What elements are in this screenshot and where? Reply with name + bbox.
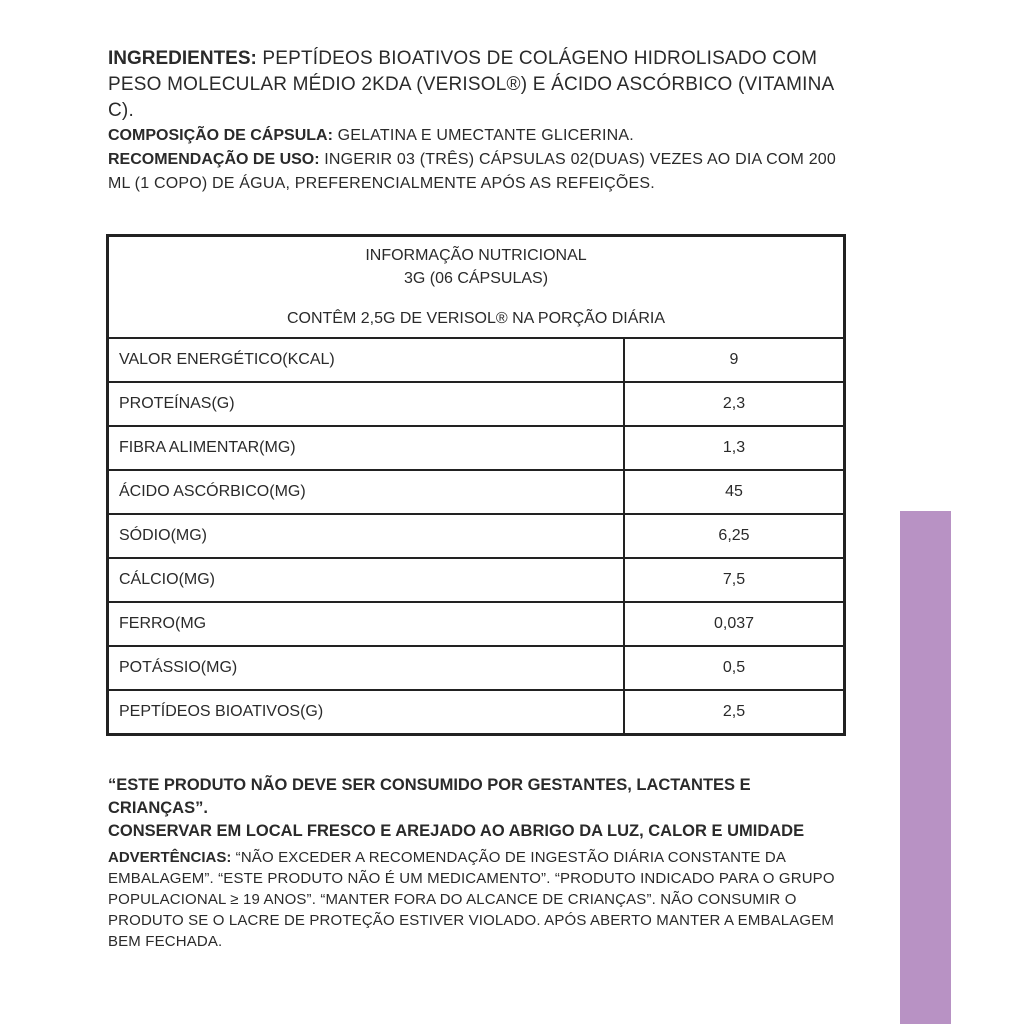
nutrient-name: PEPTÍDEOS BIOATIVOS(G)	[108, 690, 625, 735]
nutrition-row	[108, 558, 845, 602]
nutrient-name: ÁCIDO ASCÓRBICO(MG)	[108, 470, 625, 514]
nutrition-portion: 3G (06 CÁPSULAS)	[403, 270, 549, 287]
capsule-composition-text: GELATINA E UMECTANTE GLICERINA.	[337, 127, 634, 144]
nutrient-value: 9	[624, 338, 845, 382]
nutrition-row	[108, 646, 845, 690]
nutrient-value: 2,5	[624, 690, 845, 735]
ingredients-label: INGREDIENTES:	[108, 48, 257, 69]
nutrition-row	[108, 382, 845, 426]
nutrient-value: 6,25	[624, 514, 845, 558]
usage-recommendation-paragraph	[108, 148, 848, 196]
nutrient-name: FIBRA ALIMENTAR(MG)	[108, 426, 625, 470]
nutrition-header-row	[108, 236, 845, 339]
ingredients-text: PEPTÍDEOS BIOATIVOS DE COLÁGENO HIDROLISADO COM PESO MOLECULAR MÉDIO 2KDA (VERISOL®) E ÁCIDO ASCÓRBICO (VITAMINA C).	[108, 48, 834, 121]
nutrition-row	[108, 690, 845, 735]
nutrient-value: 0,037	[624, 602, 845, 646]
nutrition-header	[108, 236, 845, 339]
nutrition-row	[108, 338, 845, 382]
usage-recommendation-label: RECOMENDAÇÃO DE USO:	[108, 151, 320, 168]
nutrition-row	[108, 426, 845, 470]
nutrient-value: 7,5	[624, 558, 845, 602]
nutrient-name: SÓDIO(MG)	[108, 514, 625, 558]
advertencias-text: “NÃO EXCEDER A RECOMENDAÇÃO DE INGESTÃO DIÁRIA CONSTANTE DA EMBALAGEM”. “ESTE PRODUTO NÃO É UM MEDICAMENTO”. “PRODUTO INDICADO PARA O GRUPO POPULACIONAL ≥ 19 ANOS”. “MANTER FORA DO ALCANCE DE CRIANÇAS”. NÃO CONSUMIR O PRODUTO SE O LACRE DE PROTEÇÃO ESTIVER VIOLADO. APÓS ABERTO MANTER A EMBALAGEM BEM FECHADA.	[108, 849, 835, 950]
advertencias-paragraph	[108, 847, 848, 952]
nutrition-table	[106, 234, 846, 736]
capsule-composition-label: COMPOSIÇÃO DE CÁPSULA:	[108, 127, 333, 144]
storage-instruction: CONSERVAR EM LOCAL FRESCO E AREJADO AO ABRIGO DA LUZ, CALOR E UMIDADE	[108, 822, 805, 840]
nutrient-name: VALOR ENERGÉTICO(KCAL)	[108, 338, 625, 382]
capsule-composition-paragraph	[108, 124, 848, 148]
nutrient-value: 0,5	[624, 646, 845, 690]
nutrition-row	[108, 514, 845, 558]
nutrient-name: FERRO(MG	[108, 602, 625, 646]
nutrient-value: 1,3	[624, 426, 845, 470]
nutrient-name: POTÁSSIO(MG)	[108, 646, 625, 690]
ingredients-paragraph	[108, 46, 848, 124]
nutrient-value: 45	[624, 470, 845, 514]
nutrient-name: PROTEÍNAS(G)	[108, 382, 625, 426]
consumption-warning: “ESTE PRODUTO NÃO DEVE SER CONSUMIDO POR GESTANTES, LACTANTES E CRIANÇAS”.	[108, 776, 751, 817]
nutrition-row	[108, 470, 845, 514]
warnings-block	[108, 774, 848, 952]
accent-side-bar	[900, 511, 951, 1024]
nutrient-value: 2,3	[624, 382, 845, 426]
usage-recommendation-text: INGERIR 03 (TRÊS) CÁPSULAS 02(DUAS) VEZES AO DIA COM 200 ML (1 COPO) DE ÁGUA, PREFERENCIALMENTE APÓS AS REFEIÇÕES.	[108, 151, 837, 192]
product-info-block	[108, 46, 848, 196]
advertencias-label: ADVERTÊNCIAS:	[108, 849, 232, 866]
nutrition-row	[108, 602, 845, 646]
nutrient-name: CÁLCIO(MG)	[108, 558, 625, 602]
nutrition-verisol-note: CONTÊM 2,5G DE VERISOL® NA PORÇÃO DIÁRIA	[286, 310, 666, 327]
nutrition-title: INFORMAÇÃO NUTRICIONAL	[365, 247, 587, 264]
